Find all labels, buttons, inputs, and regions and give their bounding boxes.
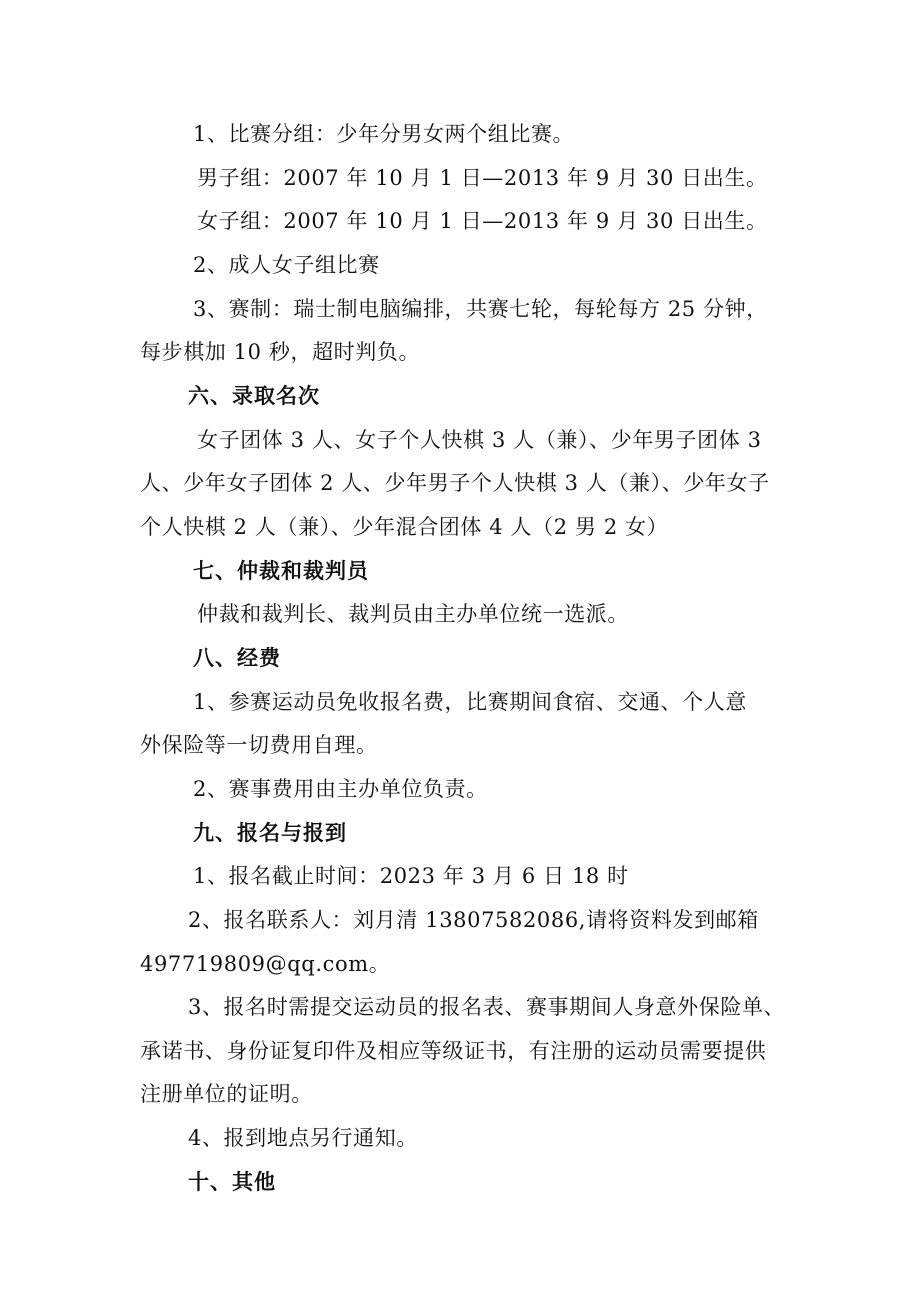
registration-docs-line2: 承诺书、身份证复印件及相应等级证书，有注册的运动员需要提供 <box>140 1039 767 1063</box>
fees-item2: 2、赛事费用由主办单位负责。 <box>193 777 488 801</box>
heading-arbiters: 七、仲裁和裁判员 <box>193 559 369 583</box>
rule-format-line1: 3、赛制：瑞士制电脑编排，共赛七轮，每轮每方 25 分钟， <box>193 297 768 321</box>
rule-grouping: 1、比赛分组：少年分男女两个组比赛。 <box>193 122 575 146</box>
registration-deadline: 1、报名截止时间：2023 年 3 月 6 日 18 时 <box>193 864 629 888</box>
registration-docs-line3: 注册单位的证明。 <box>140 1082 313 1106</box>
heading-rankings: 六、录取名次 <box>188 384 320 408</box>
registration-contact-line1: 2、报名联系人：刘月清 13807582086,请将资料发到邮箱 <box>188 908 759 932</box>
rankings-line1: 女子团体 3 人、女子个人快棋 3 人（兼）、少年男子团体 3 <box>197 428 762 452</box>
rankings-line2: 人、少年女子团体 2 人、少年男子个人快棋 3 人（兼）、少年女子 <box>140 471 770 495</box>
registration-email: 497719809@qq.com。 <box>140 952 391 976</box>
rule-girls-group: 女子组：2007 年 10 月 1 日—2013 年 9 月 30 日出生。 <box>197 209 768 233</box>
heading-registration: 九、报名与报到 <box>193 821 347 845</box>
arbiters-text: 仲裁和裁判长、裁判员由主办单位统一选派。 <box>197 602 629 626</box>
heading-other: 十、其他 <box>188 1170 276 1194</box>
fees-item1-line1: 1、参赛运动员免收报名费，比赛期间食宿、交通、个人意 <box>193 690 747 714</box>
registration-docs-line1: 3、报名时需提交运动员的报名表、赛事期间人身意外保险单、 <box>188 995 786 1019</box>
rule-adult-women: 2、成人女子组比赛 <box>193 253 380 277</box>
registration-venue: 4、报到地点另行通知。 <box>188 1126 418 1150</box>
rule-format-line2: 每步棋加 10 秒，超时判负。 <box>140 340 421 364</box>
heading-fees: 八、经费 <box>193 646 281 670</box>
rule-boys-group: 男子组：2007 年 10 月 1 日—2013 年 9 月 30 日出生。 <box>197 166 768 190</box>
fees-item1-line2: 外保险等一切费用自理。 <box>140 733 378 757</box>
rankings-line3: 个人快棋 2 人（兼）、少年混合团体 4 人（2 男 2 女） <box>140 515 669 539</box>
